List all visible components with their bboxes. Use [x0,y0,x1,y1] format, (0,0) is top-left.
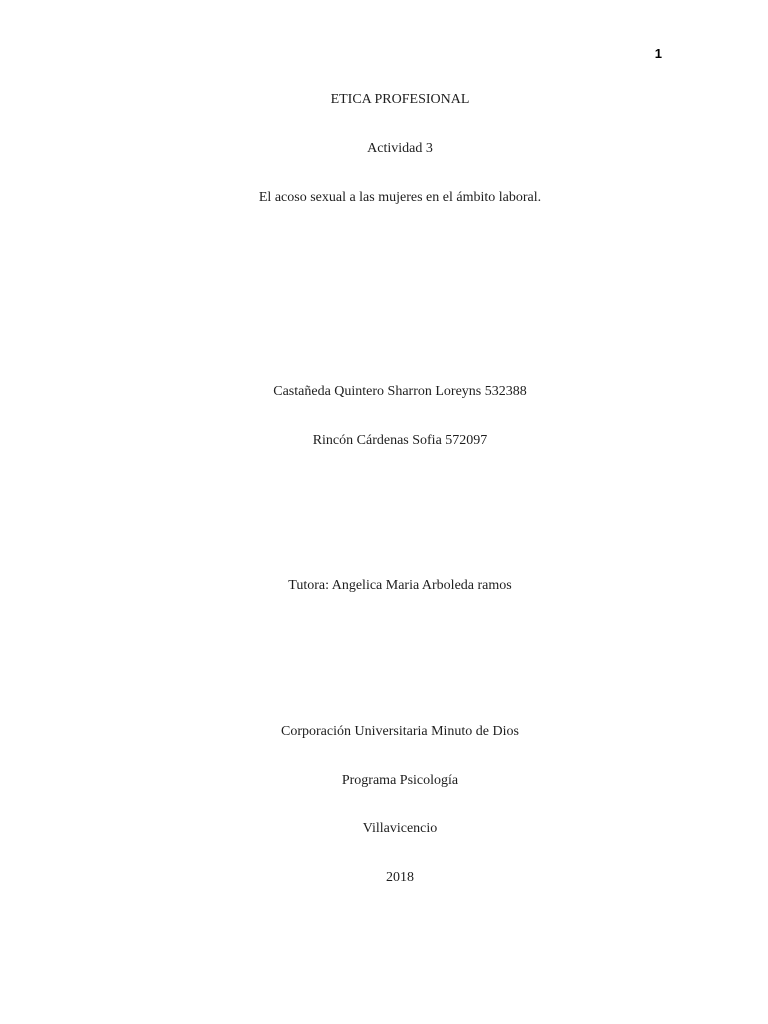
document-title: ETICA PROFESIONAL [330,92,470,107]
author-line: Castañeda Quintero Sharron Loreyns 532388 [273,384,527,399]
city-name: Villavicencio [362,821,438,836]
institution-name: Corporación Universitaria Minuto de Dios [281,724,519,739]
tutor-line: Tutora: Angelica Maria Arboleda ramos [288,578,512,593]
year-label: 2018 [386,870,414,885]
page-number: 1 [654,46,662,61]
activity-label: Actividad 3 [367,141,433,156]
program-name: Programa Psicología [341,773,459,788]
topic-subtitle: El acoso sexual a las mujeres en el ámbito laboral. [258,190,542,205]
author-line: Rincón Cárdenas Sofia 572097 [312,433,488,448]
